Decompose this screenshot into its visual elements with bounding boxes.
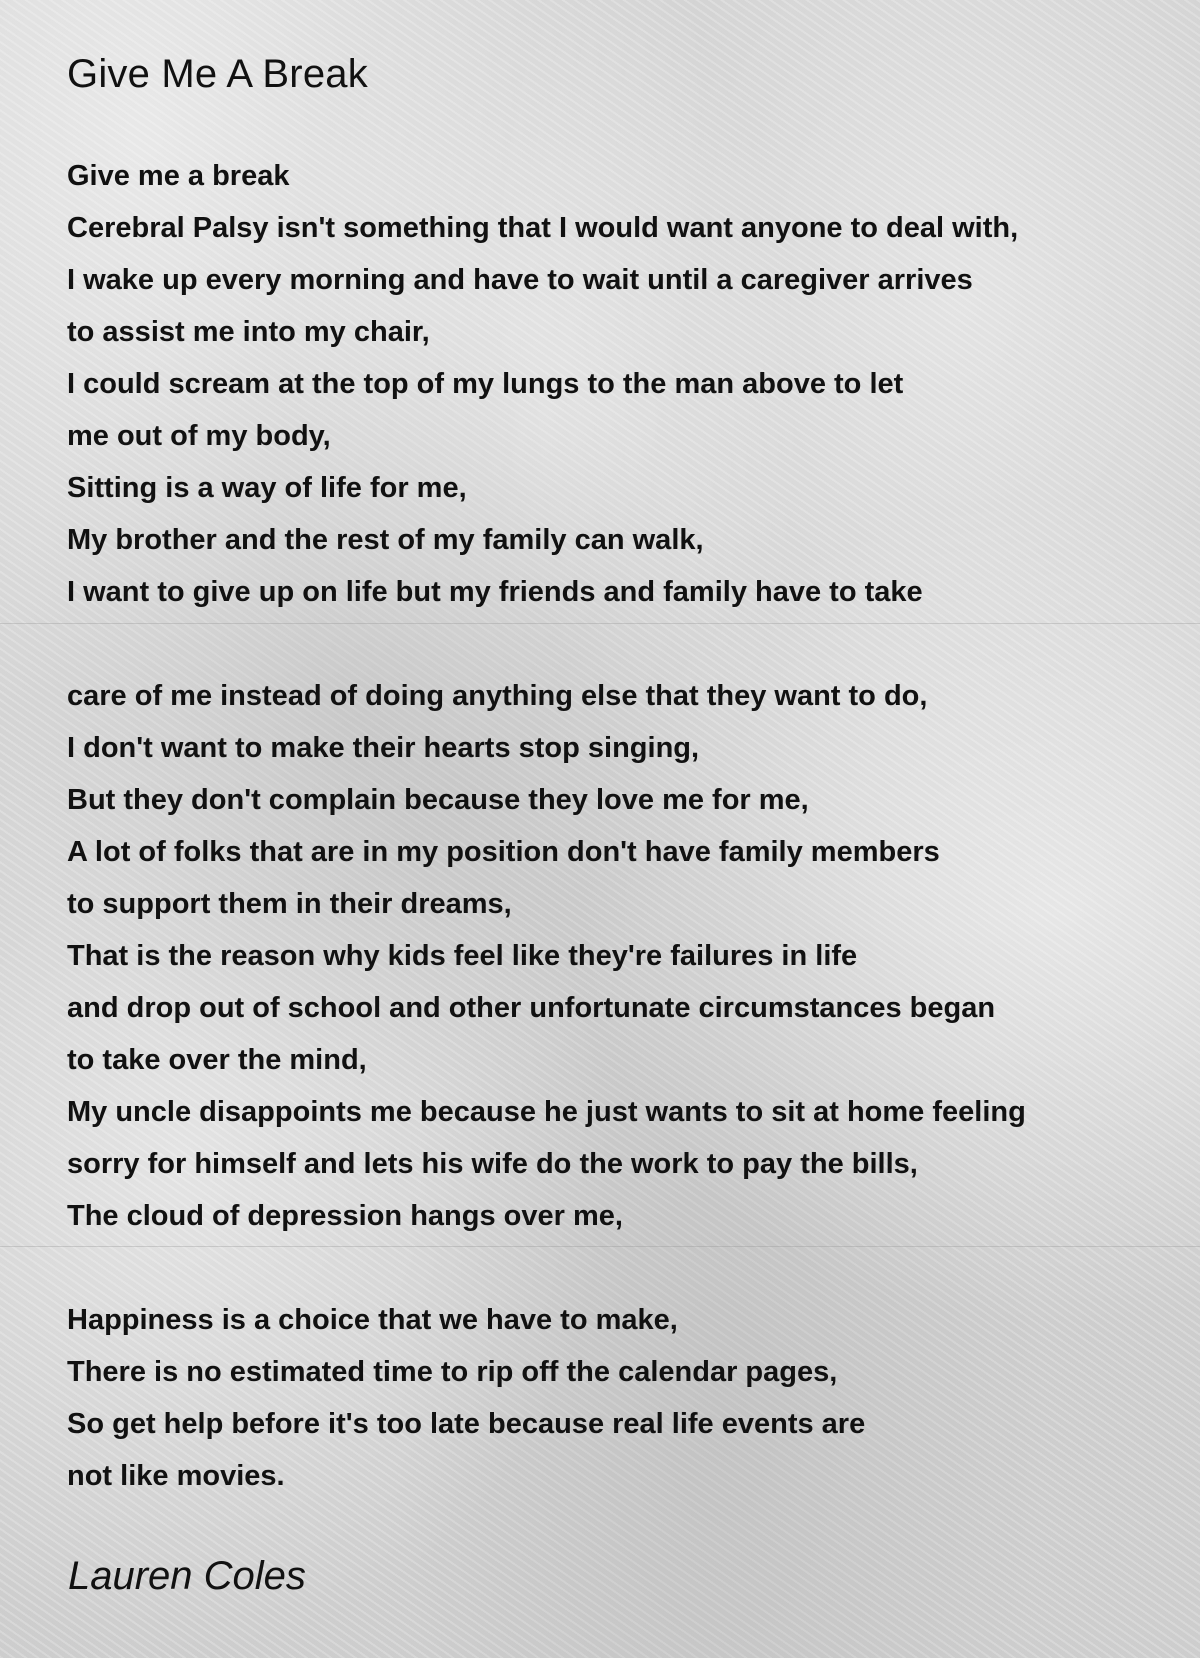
poem-line: I could scream at the top of my lungs to the man above to let (67, 368, 904, 400)
poem-line: There is no estimated time to rip off the calendar pages, (67, 1356, 838, 1388)
poem-line: My uncle disappoints me because he just wants to sit at home feeling (67, 1096, 1026, 1128)
poem-body (67, 150, 1177, 1502)
poem-line: and drop out of school and other unfortunate circumstances began (67, 992, 996, 1024)
poem-line: to support them in their dreams, (67, 888, 512, 920)
poem-line: Sitting is a way of life for me, (67, 472, 467, 504)
poem-line: So get help before it's too late because real life events are (67, 1408, 866, 1440)
poem-line: I want to give up on life but my friends and family have to take (67, 576, 923, 608)
poem-line: to assist me into my chair, (67, 316, 430, 348)
poem-line: me out of my body, (67, 420, 331, 452)
poem-line: But they don't complain because they love me for me, (67, 784, 809, 816)
poem-author: Lauren Coles (68, 1554, 306, 1598)
poem-line: Cerebral Palsy isn't something that I would want anyone to deal with, (67, 212, 1019, 244)
poem-line: sorry for himself and lets his wife do the work to pay the bills, (67, 1148, 918, 1180)
stanza-break (67, 618, 1177, 670)
poem-line: Happiness is a choice that we have to make, (67, 1304, 678, 1336)
poem-line: I wake up every morning and have to wait until a caregiver arrives (67, 264, 973, 296)
poem-line: not like movies. (67, 1460, 285, 1492)
poem-line: I don't want to make their hearts stop singing, (67, 732, 700, 764)
poem-line: A lot of folks that are in my position don't have family members (67, 836, 940, 868)
poem-line: to take over the mind, (67, 1044, 367, 1076)
poem-line: That is the reason why kids feel like they're failures in life (67, 940, 858, 972)
poem-line: My brother and the rest of my family can walk, (67, 524, 704, 556)
stanza-break (67, 1242, 1177, 1294)
poem-title: Give Me A Break (67, 52, 368, 96)
poem-line: Give me a break (67, 160, 290, 192)
poem-line: care of me instead of doing anything else that they want to do, (67, 680, 928, 712)
poem-line: The cloud of depression hangs over me, (67, 1200, 623, 1232)
